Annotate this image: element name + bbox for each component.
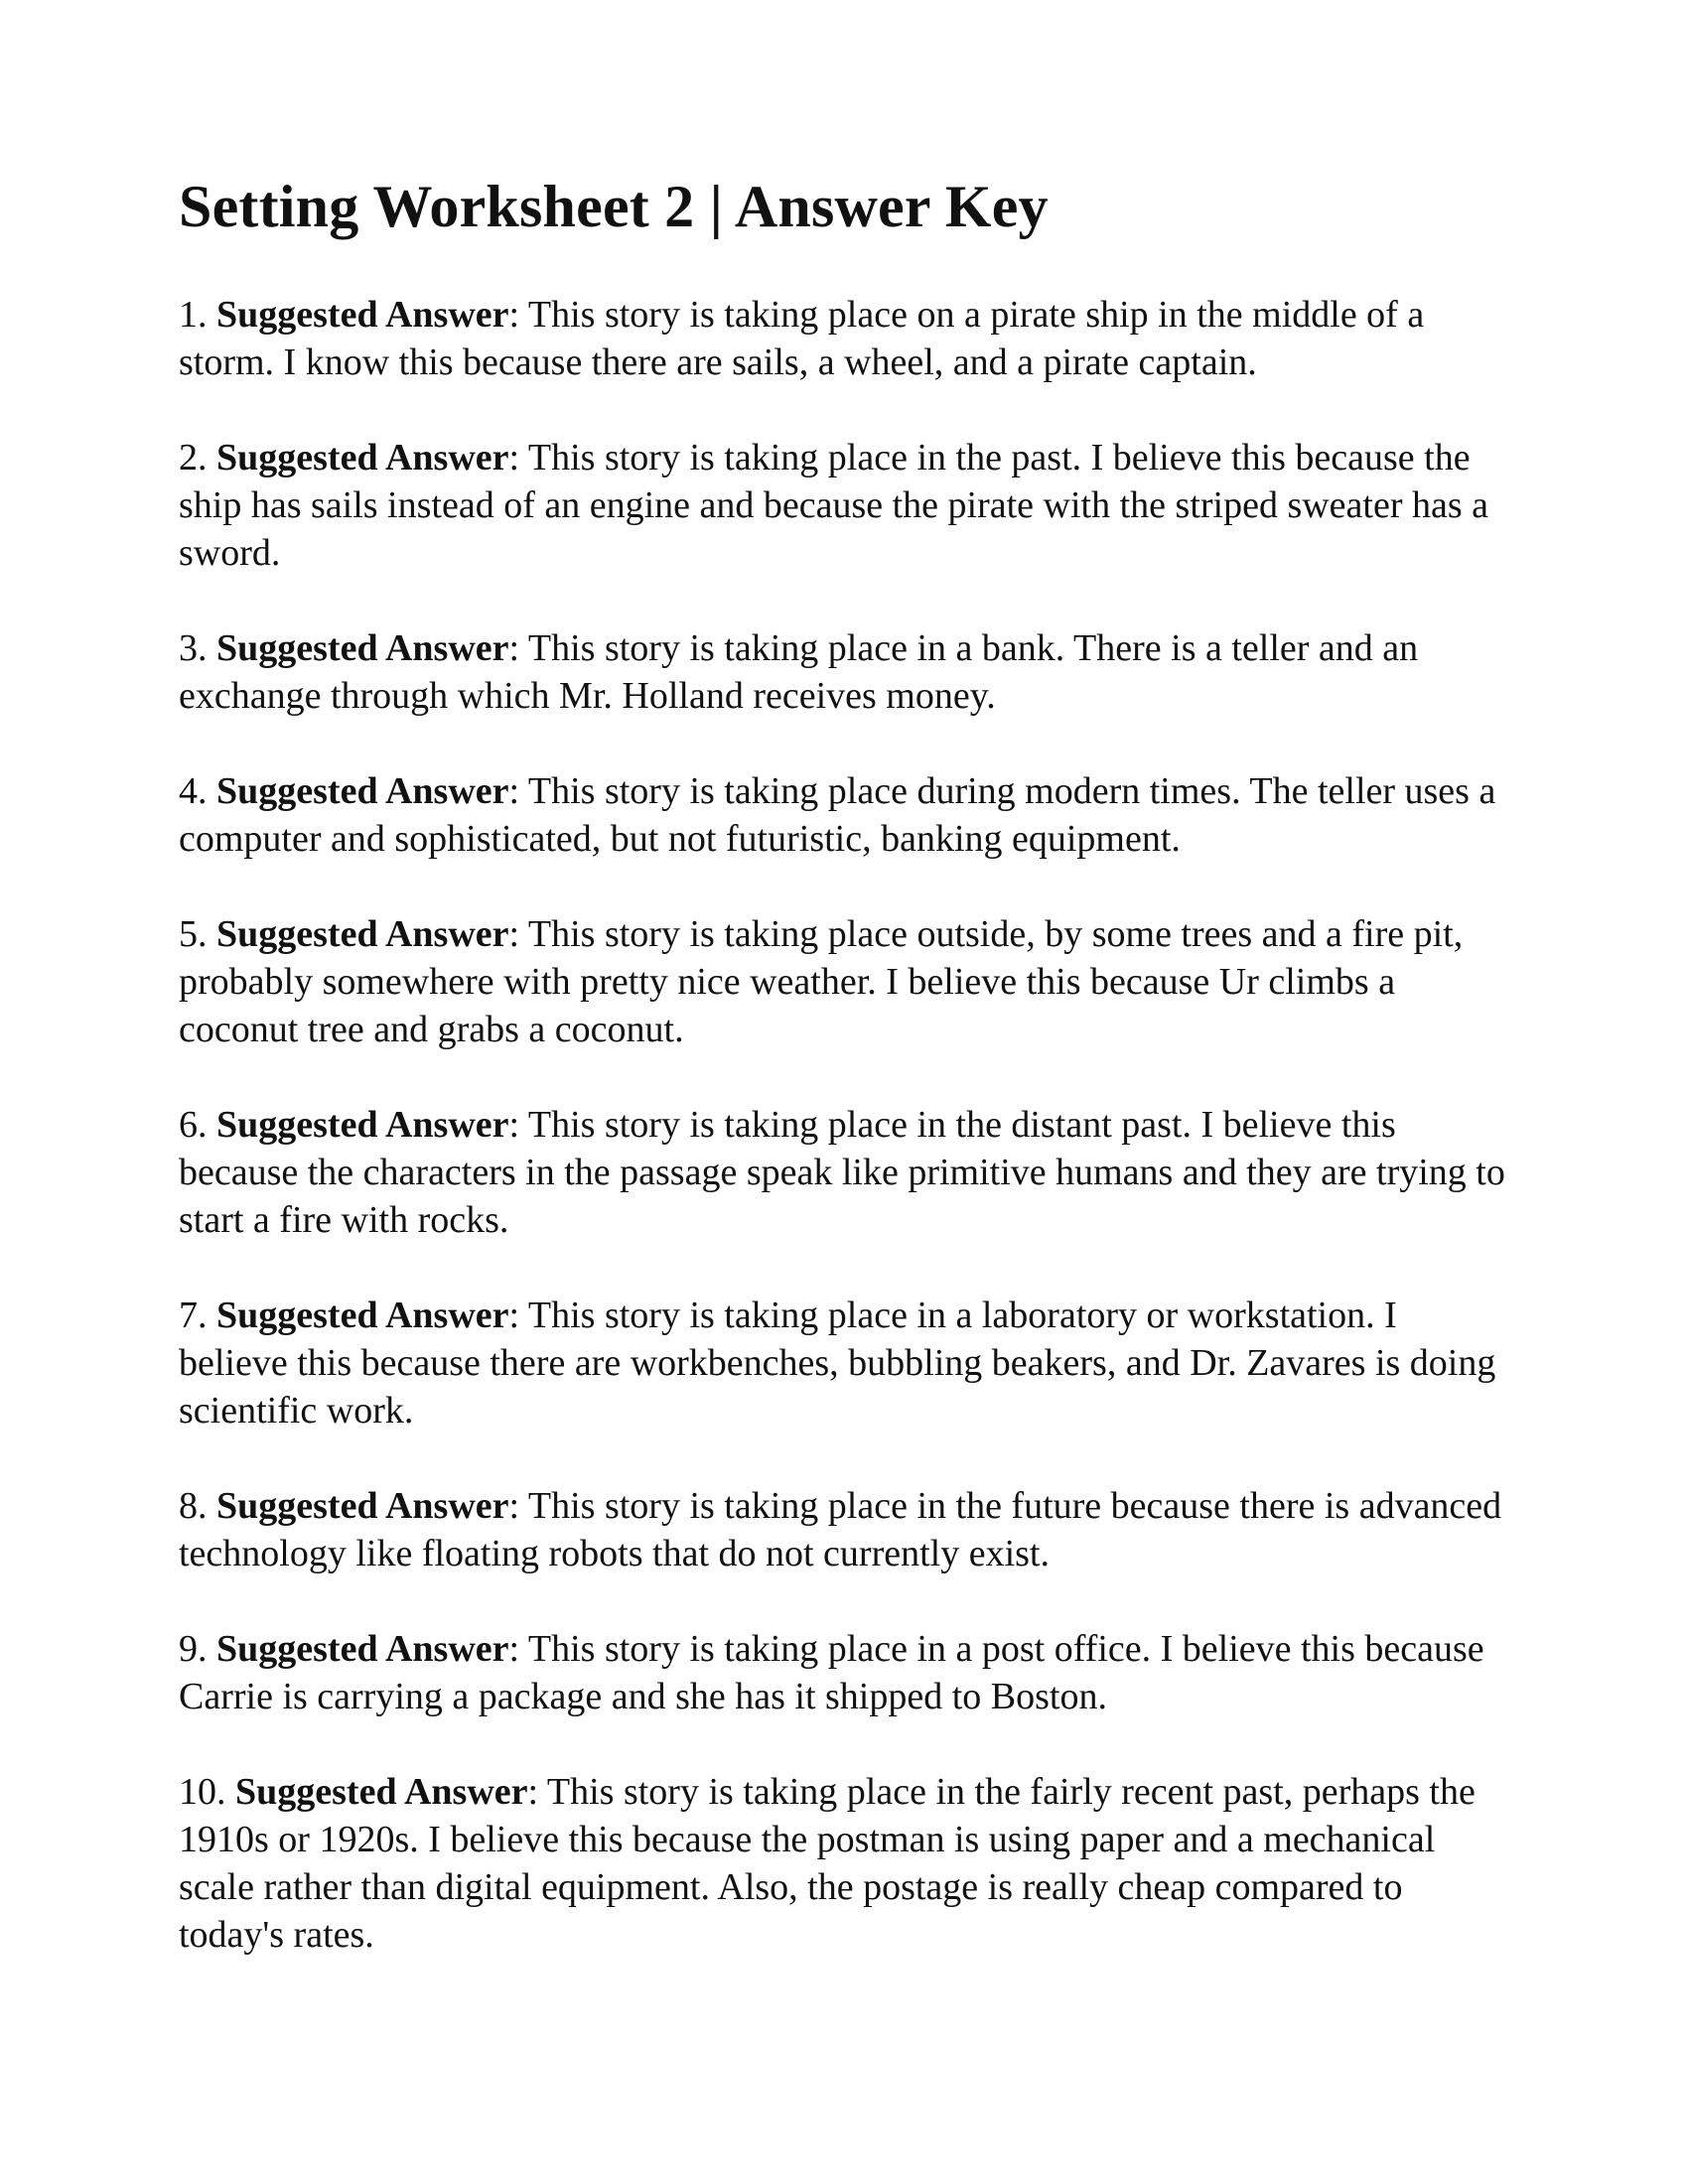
answer-item-2: 2. Suggested Answer: This story is taking place in the past. I believe this because the ship has sails instead of an engine and because the pirate with the striped sweater has a sword. [179, 437, 1489, 574]
answer-text: This story is taking place in the future because there is advanced technology like floating robots that do not currently exist. [179, 1485, 1502, 1574]
suggested-answer-label: Suggested Answer [216, 437, 509, 478]
answer-text: This story is taking place on a pirate ship in the middle of a storm. I know this because there are sails, a wheel, and a pirate captain. [179, 294, 1425, 383]
answer-number: 3. [179, 627, 208, 669]
answer-text: This story is taking place in the fairly recent past, perhaps the 1910s or 1920s. I believe this because the postman is using paper and a mechanical scale rather than digital equipment. Also, the postage is really cheap compared to today's rates. [179, 1771, 1476, 1956]
answer-number: 5. [179, 913, 208, 955]
suggested-answer-label: Suggested Answer [216, 1295, 509, 1336]
suggested-answer-label: Suggested Answer [216, 1628, 509, 1670]
answer-item-6: 6. Suggested Answer: This story is taking place in the distant past. I believe this because the characters in the passage speak like primitive humans and they are trying to start a fire with rocks. [179, 1104, 1505, 1241]
answer-text: This story is taking place outside, by some trees and a fire pit, probably somewhere with pretty nice weather. I believe this because Ur climbs a coconut tree and grabs a coconut. [179, 913, 1464, 1050]
answer-item-3: 3. Suggested Answer: This story is taking place in a bank. There is a teller and an exchange through which Mr. Holland receives money. [179, 627, 1419, 717]
answer-item-7: 7. Suggested Answer: This story is taking place in a laboratory or workstation. I believe this because there are workbenches, bubbling beakers, and Dr. Zavares is doing scientific work. [179, 1295, 1496, 1432]
answer-number: 2. [179, 437, 208, 478]
answer-text: This story is taking place in a post office. I believe this because Carrie is carrying a package and she has it shipped to Boston. [179, 1628, 1484, 1717]
answer-number: 9. [179, 1628, 208, 1670]
page-title: Setting Worksheet 2 | Answer Key [179, 174, 1049, 239]
answer-text: This story is taking place in the past. I believe this because the ship has sails instead of an engine and because the pirate with the striped sweater has a sword. [179, 437, 1489, 574]
answer-item-4: 4. Suggested Answer: This story is taking place during modern times. The teller uses a computer and sophisticated, but not futuristic, banking equipment. [179, 770, 1496, 860]
answer-text: This story is taking place in a laboratory or workstation. I believe this because there are workbenches, bubbling beakers, and Dr. Zavares is doing scientific work. [179, 1295, 1496, 1432]
suggested-answer-label: Suggested Answer [216, 1485, 509, 1527]
answer-item-10: 10. Suggested Answer: This story is taking place in the fairly recent past, perhaps the 1910s or 1920s. I believe this because the postman is using paper and a mechanical scale rather than digital equipment. Also, the postage is really cheap compared to today's rates. [179, 1771, 1476, 1956]
answer-number: 7. [179, 1295, 208, 1336]
answer-key-page [179, 174, 1509, 2006]
suggested-answer-label: Suggested Answer [216, 913, 509, 955]
answer-item-1: 1. Suggested Answer: This story is taking place on a pirate ship in the middle of a storm. I know this because there are sails, a wheel, and a pirate captain. [179, 294, 1425, 383]
suggested-answer-label: Suggested Answer [216, 1104, 509, 1146]
answer-item-9: 9. Suggested Answer: This story is taking place in a post office. I believe this because Carrie is carrying a package and she has it shipped to Boston. [179, 1628, 1484, 1717]
suggested-answer-label: Suggested Answer [216, 294, 509, 336]
answer-text: This story is taking place during modern times. The teller uses a computer and sophisticated, but not futuristic, banking equipment. [179, 770, 1496, 860]
suggested-answer-label: Suggested Answer [216, 627, 509, 669]
answer-number: 8. [179, 1485, 208, 1527]
answer-text: This story is taking place in a bank. There is a teller and an exchange through which Mr. Holland receives money. [179, 627, 1419, 717]
answer-number: 4. [179, 770, 208, 812]
answer-number: 6. [179, 1104, 208, 1146]
answer-list [179, 291, 1509, 1959]
answer-item-8: 8. Suggested Answer: This story is taking place in the future because there is advanced technology like floating robots that do not currently exist. [179, 1485, 1502, 1574]
answer-number: 1. [179, 294, 208, 336]
answer-item-5: 5. Suggested Answer: This story is taking place outside, by some trees and a fire pit, probably somewhere with pretty nice weather. I believe this because Ur climbs a coconut tree and grabs a coconut. [179, 913, 1464, 1050]
suggested-answer-label: Suggested Answer [235, 1771, 528, 1813]
answer-number: 10. [179, 1771, 226, 1813]
suggested-answer-label: Suggested Answer [216, 770, 509, 812]
answer-text: This story is taking place in the distant past. I believe this because the characters in the passage speak like primitive humans and they are trying to start a fire with rocks. [179, 1104, 1505, 1241]
